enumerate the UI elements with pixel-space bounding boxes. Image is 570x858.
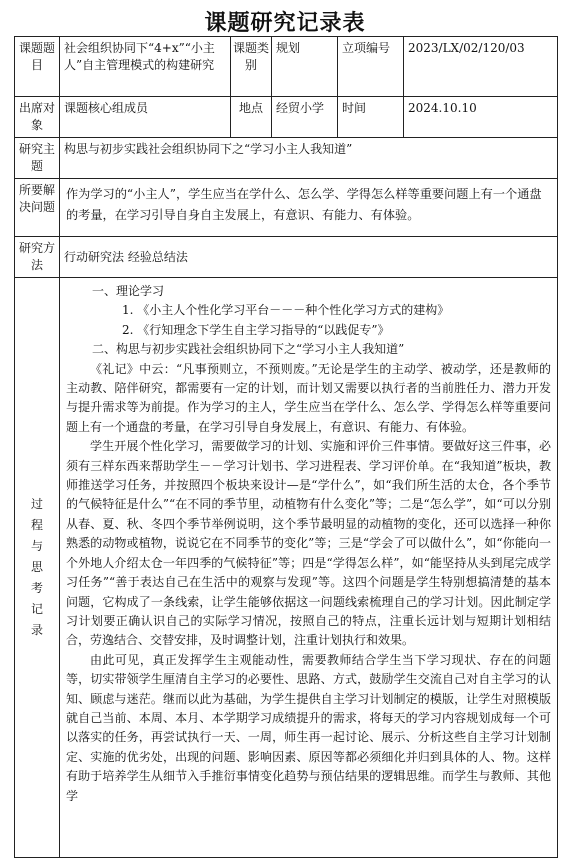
process-paragraph-1: 《礼记》中云：“凡事预则立，不预则废。”无论是学生的主动学、被动学，还是教师的主动教、陪伴研究，都需要有一定的计划，而计划又需要以执行者的当前胜任力、潜力开发与提升需求等为前提。作为学习的主人，学生应当在学什么、怎么学、学得怎么样等重要问题上有一个通盘的考量，在学习引导自身发展上，有意识、有能力、有体验。 <box>66 361 551 434</box>
theme-label: 研究主题 <box>15 138 60 179</box>
row-problem <box>15 179 558 237</box>
problem-value: 作为学习的“小主人”，学生应当在学什么、怎么学、学得怎么样等重要问题上有一个通盘的考量，在学习引导自身自主发展上，有意识、有能力、有体验。 <box>60 179 558 237</box>
process-paragraph-2: 学生开展个性化学习，需要做学习的计划、实施和评价三件事情。要做好这三件事，必须有三样东西来帮助学生－－学习计划书、学习进程表、学习评价单。在“我知道”板块，教师推送学习任务，并按照四个板块来设计—是“学什么”，如“我们所生活的太仓，各个季节的气候特征是什么”“在不同的季节里，动植物有什么变化”等；二是“怎么学”，如“可以分别从春、夏、秋、冬四个季节举例说明，这个季节最明显的动植物的变化，还可以选择一种你熟悉的动物或植物，说说它在不同季节的变化”等；三是“学会了可以做什么”，如“你能向一个外地人介绍太仓一年四季的气候特征”等；四是“学得怎么样”，如“能坚持从头到尾完成学习任务”“善于表达自己在生活中的观察与发现”等。这四个问题是学生特别想搞清楚的基本问题，它构成了一条线索，让学生能够依据这一问题线索梳理自己的学习计划。因此制定学习计划要正确认识自己的实际学习情况，按照自己的特点，注重长远计划与短期计划相结合，劳逸结合、交替安排，及时调整计划，注重计划执行和效果。 <box>66 439 551 648</box>
process-label-text: 过程与思考记录 <box>30 497 43 637</box>
project-no-label: 立项编号 <box>338 37 404 97</box>
topic-value: 社会组织协同下“4+x”“小主人”自主管理模式的构建研究 <box>60 37 231 97</box>
method-label: 研究方法 <box>15 237 60 278</box>
location-label: 地点 <box>231 97 272 138</box>
research-record-table <box>14 36 558 858</box>
time-label: 时间 <box>338 97 404 138</box>
theme-value: 构思与初步实践社会组织协同下之“学习小主人我知道” <box>60 138 558 179</box>
time-value: 2024.10.10 <box>404 97 558 138</box>
process-heading-theory: 一、理论学习 <box>92 284 165 298</box>
topic-label: 课题题目 <box>15 37 60 97</box>
row-theme <box>15 138 558 179</box>
document-title: 课题研究记录表 <box>204 11 366 36</box>
category-value: 规划 <box>272 37 338 97</box>
process-paragraph-3: 由此可见，真正发挥学生主观能动性，需要教师结合学生当下学习现状、存在的问题等，切实带领学生厘清自主学习的必要性、思路、方式，鼓励学生交流自己对自主学习的认知、顾虑与迷茫。继而以此为基础，为学生提供自主学习计划制定的模版，让学生对照模版就自己当前、本周、本月、本学期学习成绩提升的需求，将每天的学习内容规划成每一个可以落实的任务，再尝试执行一天、一周，师生再一起讨论、展示、分析这些自主学习计划制定、实施的优劣处，出现的问题、影响因素、原因等都必须细化并归到具体的人、物。这样有助于培养学生从细节入手推衍事情变化趋势与预估结果的逻辑思维。而学生与教师、其他学 <box>66 652 551 803</box>
project-no-value: 2023/LX/02/120/03 <box>404 37 558 97</box>
row-attendees <box>15 97 558 138</box>
problem-label: 所要解决问题 <box>15 179 60 237</box>
row-process <box>15 278 558 858</box>
reading-item-1: 1. 《小主人个性化学习平台－－－种个性化学习方式的建构》 <box>122 303 450 318</box>
process-body <box>60 278 558 858</box>
process-heading-practice: 二、构思与初步实践社会组织协同下之“学习小主人我知道” <box>92 342 405 357</box>
attendees-value: 课题核心组成员 <box>60 97 231 138</box>
location-value: 经贸小学 <box>272 97 338 138</box>
row-topic <box>15 37 558 97</box>
category-label: 课题类别 <box>231 37 272 97</box>
process-label <box>15 278 60 858</box>
row-method <box>15 237 558 278</box>
attendees-label: 出席对象 <box>15 97 60 138</box>
method-value: 行动研究法 经验总结法 <box>60 237 558 278</box>
reading-item-2: 2. 《行知理念下学生自主学习指导的“以践促专”》 <box>122 322 390 337</box>
